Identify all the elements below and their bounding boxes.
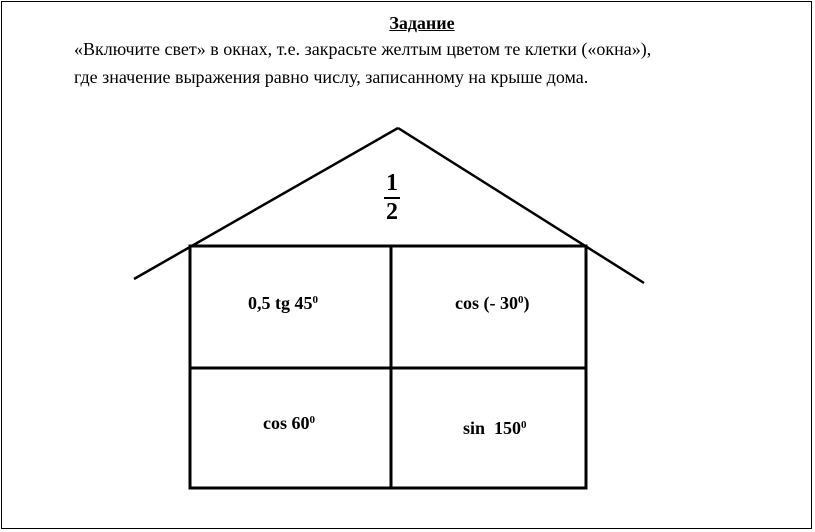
window-expression-bottom-left (263, 412, 315, 434)
window-expression-bottom-right (463, 417, 527, 439)
task-instruction-line-1: «Включите свет» в окнах, т.е. закрасьте желтым цветом те клетки («окна»), (74, 39, 652, 59)
roof-fraction (380, 170, 404, 226)
expression-text: cos (- 30 (455, 293, 518, 313)
window-expression-top-right (455, 292, 529, 314)
expression-text: cos 60 (263, 413, 310, 433)
expression-text: sin 150 (463, 418, 522, 438)
degree-mark: 0 (521, 419, 527, 431)
task-title: Задание (389, 13, 455, 33)
degree-mark: 0 (517, 294, 524, 306)
expression-text: 0,5 tg 45 (248, 293, 313, 313)
degree-mark: 0 (312, 294, 318, 306)
task-instruction-line-2: где значение выражения равно числу, записанному на крыше дома. (74, 67, 589, 87)
expression-close: ) (523, 293, 530, 313)
degree-mark: 0 (309, 414, 315, 426)
roof-denominator: 2 (386, 199, 398, 225)
roof-numerator: 1 (386, 170, 398, 196)
window-expression-top-left (248, 292, 318, 314)
